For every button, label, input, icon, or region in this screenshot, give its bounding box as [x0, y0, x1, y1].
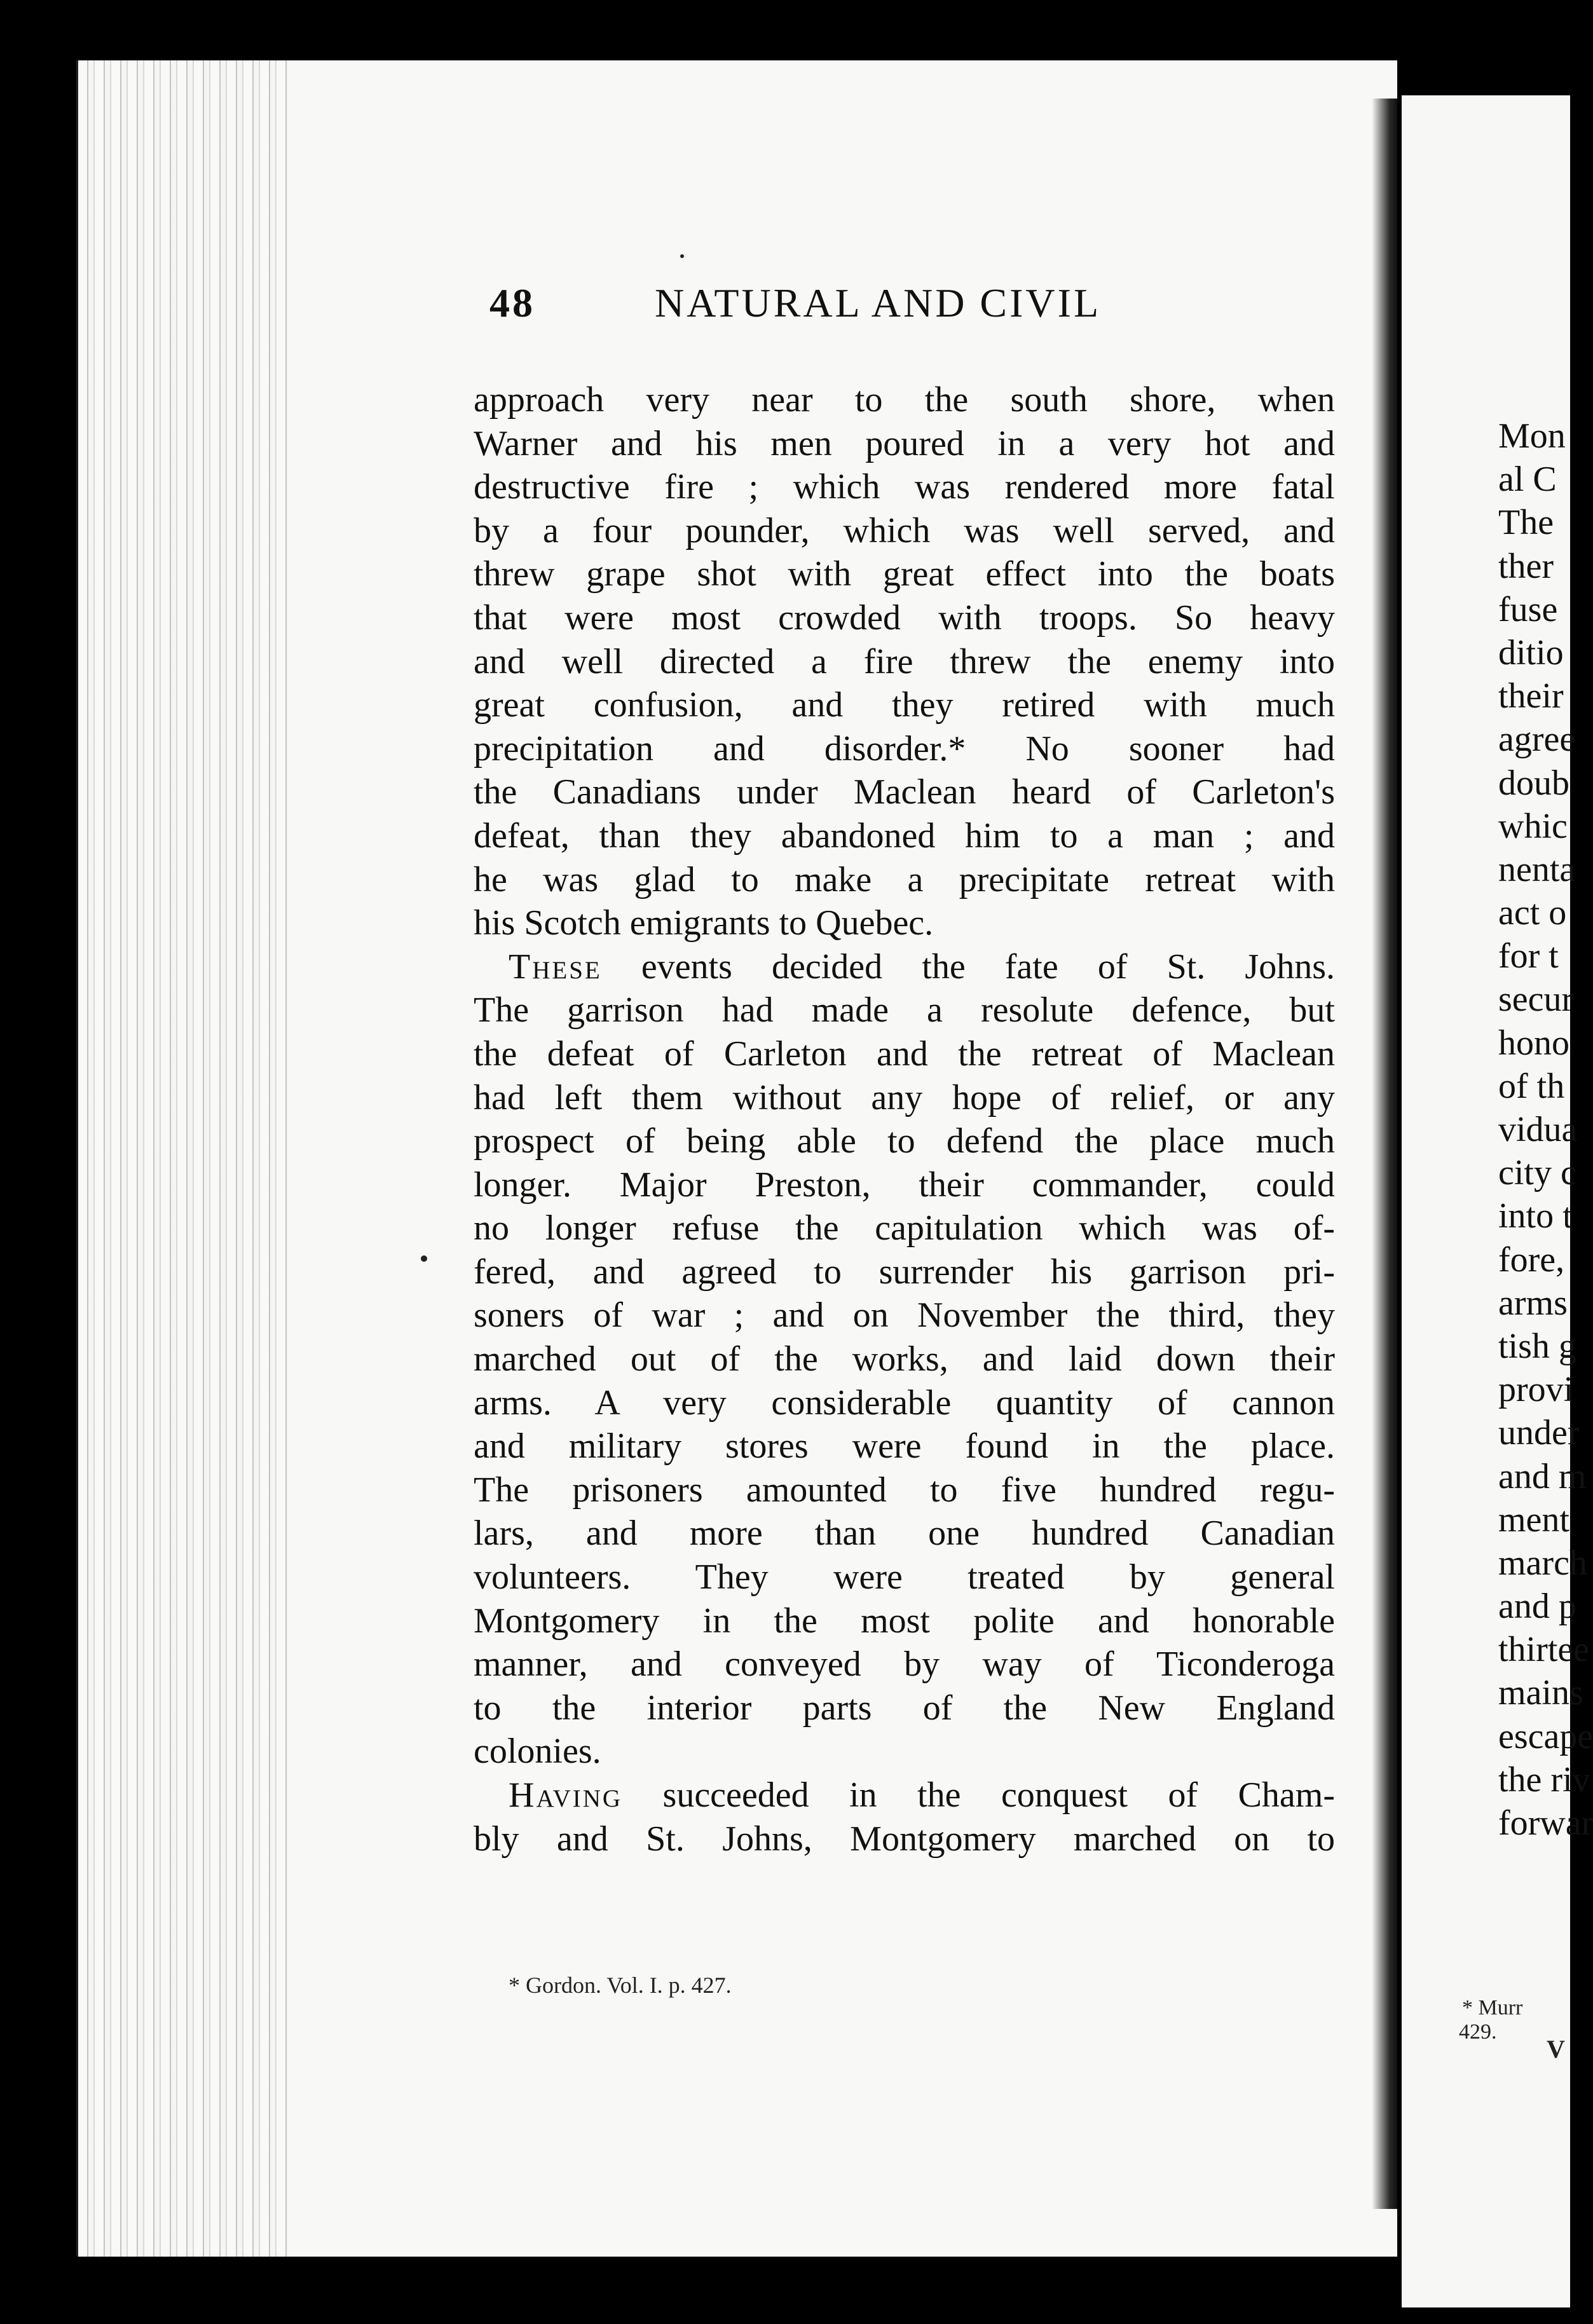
facing-text-line: hono — [1498, 1023, 1569, 1063]
text-line: had left them without any hope of relief, or any — [474, 1077, 1335, 1118]
facing-page-text — [1498, 414, 1593, 1845]
body-text — [474, 378, 1335, 1861]
text-line: his Scotch emigrants to Quebec. — [474, 903, 934, 943]
text-line-rest: succeeded in the conquest of Cham- — [622, 1775, 1335, 1815]
text-line: precipitation and disorder.* No sooner had — [474, 728, 1335, 769]
text-line: he was glad to make a precipitate retreat with — [474, 859, 1335, 899]
page-edges — [78, 60, 288, 2257]
margin-dot — [421, 1255, 427, 1262]
facing-text-line: al C — [1498, 460, 1557, 500]
facing-text-line: march — [1498, 1543, 1587, 1583]
facing-text-line: nenta — [1498, 849, 1576, 889]
text-line: bly and St. Johns, Montgomery marched on to — [474, 1819, 1335, 1859]
text-line: great confusion, and they retired with much — [474, 685, 1335, 725]
facing-text-line: ther — [1498, 546, 1554, 586]
facing-text-line: ditio — [1498, 632, 1564, 673]
text-line: threw grape shot with great effect into the boats — [474, 554, 1335, 594]
text-line: the defeat of Carleton and the retreat of Maclean — [474, 1034, 1335, 1074]
text-line: volunteers. They were treated by general — [474, 1557, 1335, 1597]
text-line — [474, 945, 1335, 989]
running-title: NATURAL AND CIVIL — [655, 280, 1102, 325]
text-line: manner, and conveyed by way of Ticonderoga — [474, 1644, 1335, 1685]
text-line: Montgomery in the most polite and honorable — [474, 1601, 1335, 1641]
text-line: prospect of being able to defend the place much — [474, 1121, 1335, 1161]
text-line: soners of war ; and on November the third, they — [474, 1295, 1335, 1336]
facing-text-line: vidua — [1498, 1110, 1578, 1149]
small-caps-lead: These — [509, 947, 602, 987]
facing-text-line: and p — [1498, 1587, 1576, 1627]
text-line: defeat, than they abandoned him to a man ; and — [474, 816, 1335, 856]
text-line: colonies. — [474, 1732, 601, 1772]
text-line: that were most crowded with troops. So heavy — [474, 598, 1335, 638]
text-line: no longer refuse the capitulation which was of- — [474, 1208, 1335, 1248]
small-caps-lead: Having — [509, 1775, 623, 1815]
text-line: and military stores were found in the place. — [474, 1426, 1335, 1466]
signature-mark: V — [1547, 2035, 1565, 2063]
facing-text-line: ment — [1498, 1500, 1569, 1540]
facing-text-line: act o — [1498, 893, 1567, 933]
footnote: * Gordon. Vol. I. p. 427. — [509, 1972, 732, 1998]
facing-text-line: tish g — [1498, 1326, 1576, 1366]
facing-text-line: into t — [1498, 1196, 1573, 1236]
facing-text-line: the riv — [1498, 1760, 1590, 1800]
text-line: The garrison had made a resolute defence, but — [474, 990, 1335, 1030]
text-line: fered, and agreed to surrender his garrison pri- — [474, 1252, 1335, 1292]
facing-text-line: under — [1498, 1413, 1580, 1453]
facing-text-line: city c — [1498, 1153, 1576, 1193]
facing-text-line: mains — [1498, 1673, 1583, 1713]
facing-text-line: secur — [1498, 980, 1574, 1020]
facing-text-line: for t — [1498, 936, 1559, 976]
text-line: the Canadians under Maclean heard of Carleton's — [474, 772, 1335, 812]
facing-text-line: their — [1498, 676, 1564, 716]
margin-dot — [680, 254, 684, 258]
text-line: destructive fire ; which was rendered more fatal — [474, 467, 1335, 507]
text-line: to the interior parts of the New England — [474, 1688, 1335, 1728]
facing-text-line: forwar — [1498, 1803, 1593, 1843]
text-line: and well directed a fire threw the enemy into — [474, 641, 1335, 681]
facing-text-line: of th — [1498, 1066, 1565, 1106]
facing-text-line: and m — [1498, 1456, 1587, 1496]
facing-text-line: escape — [1498, 1716, 1593, 1756]
page-number: 48 — [489, 280, 535, 325]
facing-text-line: whic — [1498, 806, 1568, 846]
text-line: by a four pounder, which was well served, and — [474, 510, 1335, 550]
facing-text-line: provi — [1498, 1370, 1574, 1410]
facing-footnote: * Murr — [1462, 1996, 1523, 2020]
text-line: longer. Major Preston, their commander, could — [474, 1165, 1335, 1205]
facing-text-line: fore, — [1498, 1240, 1565, 1280]
facing-text-line: doub — [1498, 763, 1569, 803]
facing-text-line: arms — [1498, 1283, 1568, 1323]
text-line: Warner and his men poured in a very hot and — [474, 423, 1335, 463]
facing-text-line: agree — [1498, 720, 1576, 760]
text-line — [474, 1774, 1335, 1817]
text-line: The prisoners amounted to five hundred regu- — [474, 1470, 1335, 1510]
text-line: marched out of the works, and laid down their — [474, 1339, 1335, 1379]
text-line: lars, and more than one hundred Canadian — [474, 1514, 1335, 1554]
text-line: arms. A very considerable quantity of cannon — [474, 1383, 1335, 1423]
text-line: approach very near to the south shore, when — [474, 380, 1335, 420]
facing-text-line: thirtee — [1498, 1630, 1590, 1670]
book-gutter — [1372, 99, 1397, 2209]
facing-footnote-page: 429. — [1459, 2020, 1497, 2044]
page-header — [489, 280, 1252, 343]
facing-text-line: Mon — [1498, 416, 1566, 456]
facing-text-line: fuse — [1498, 589, 1558, 629]
text-line-rest: events decided the fate of St. Johns. — [601, 947, 1335, 987]
facing-text-line: The — [1498, 503, 1554, 543]
